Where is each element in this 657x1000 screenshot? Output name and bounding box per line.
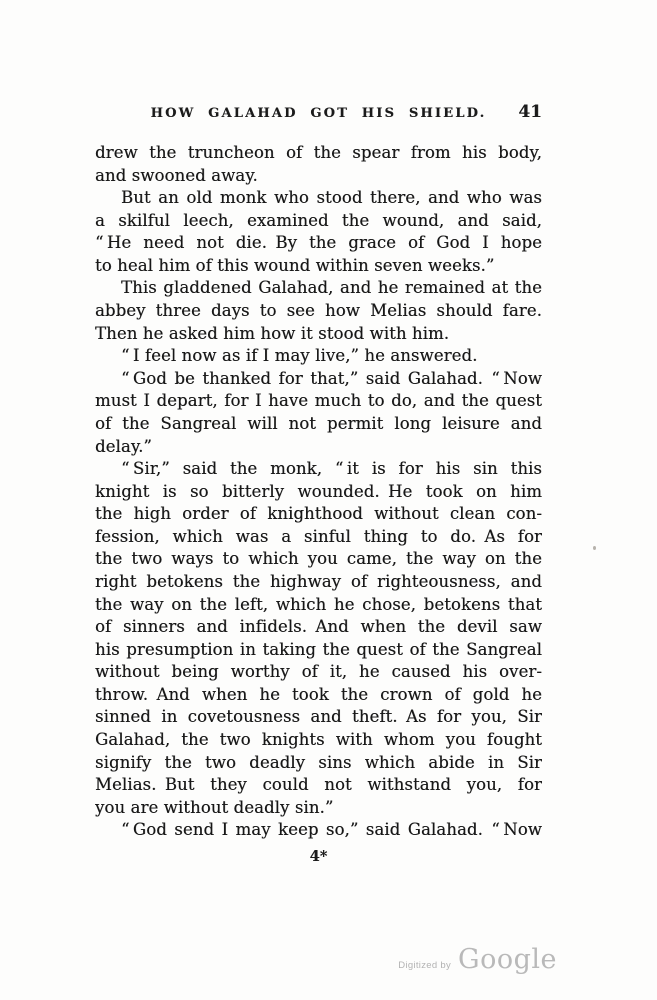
text-line: delay.” [95, 436, 152, 456]
text-line: and swooned away. [95, 165, 258, 185]
text-line: of sinners and infidels. And when the devil saw [95, 617, 542, 637]
text-line: But an old monk who stood there, and who was [121, 188, 542, 208]
page-number: 41 [518, 102, 542, 122]
signature-mark: 4* [309, 848, 328, 865]
text-line: “ God be thanked for that,” said Galahad. “ Now [121, 368, 542, 388]
watermark-prefix-label: Digitized by [398, 960, 452, 971]
text-line: This gladdened Galahad, and he remained at the [121, 278, 542, 298]
text-line: signify the two deadly sins which abide in Sir [95, 752, 542, 772]
text-line: Then he asked him how it stood with him. [95, 323, 450, 343]
text-line: Melias. But they could not withstand you, for [95, 775, 542, 795]
text-line: to heal him of this wound within seven weeks.” [95, 255, 495, 275]
text-line: of the Sangreal will not permit long leisure and [95, 413, 542, 433]
text-line: Galahad, the two knights with whom you fought [95, 730, 542, 750]
running-header-title: HOW GALAHAD GOT HIS SHIELD. [150, 106, 487, 121]
text-line: right betokens the highway of righteousness, and [95, 571, 542, 591]
text-line: the two ways to which you came, the way on the [95, 549, 542, 569]
text-line: “ Sir,” said the monk, “ it is for his sin this [121, 459, 542, 479]
text-line: abbey three days to see how Melias should fare. [95, 301, 542, 321]
text-line: “ He need not die. By the grace of God I hope [95, 233, 542, 253]
running-header [95, 104, 542, 126]
text-line: fession, which was a sinful thing to do. As for [95, 526, 542, 546]
text-line: his presumption in taking the quest of the Sangreal [95, 639, 542, 659]
text-line: “ God send I may keep so,” said Galahad. “ Now [121, 820, 542, 840]
text-line: throw. And when he took the crown of gold he [95, 684, 542, 704]
text-line: must I depart, for I have much to do, and the quest [95, 391, 542, 411]
text-line: a skilful leech, examined the wound, and said, [95, 210, 542, 230]
text-line: without being worthy of it, he caused his over- [95, 662, 542, 682]
body-text-block [95, 142, 542, 842]
text-line: sinned in covetousness and theft. As for you, Sir [95, 707, 542, 727]
google-logo: Google [458, 944, 557, 975]
digitized-watermark [398, 944, 557, 975]
text-line: the high order of knighthood without clean con- [95, 504, 542, 524]
text-line: drew the truncheon of the spear from his body, [95, 143, 542, 162]
text-line: “ I feel now as if I may live,” he answered. [121, 346, 478, 366]
text-line: the way on the left, which he chose, betokens that [95, 594, 542, 614]
scan-dust-speck [593, 546, 596, 550]
text-line: you are without deadly sin.” [95, 797, 334, 817]
text-line: knight is so bitterly wounded. He took on him [95, 481, 542, 501]
